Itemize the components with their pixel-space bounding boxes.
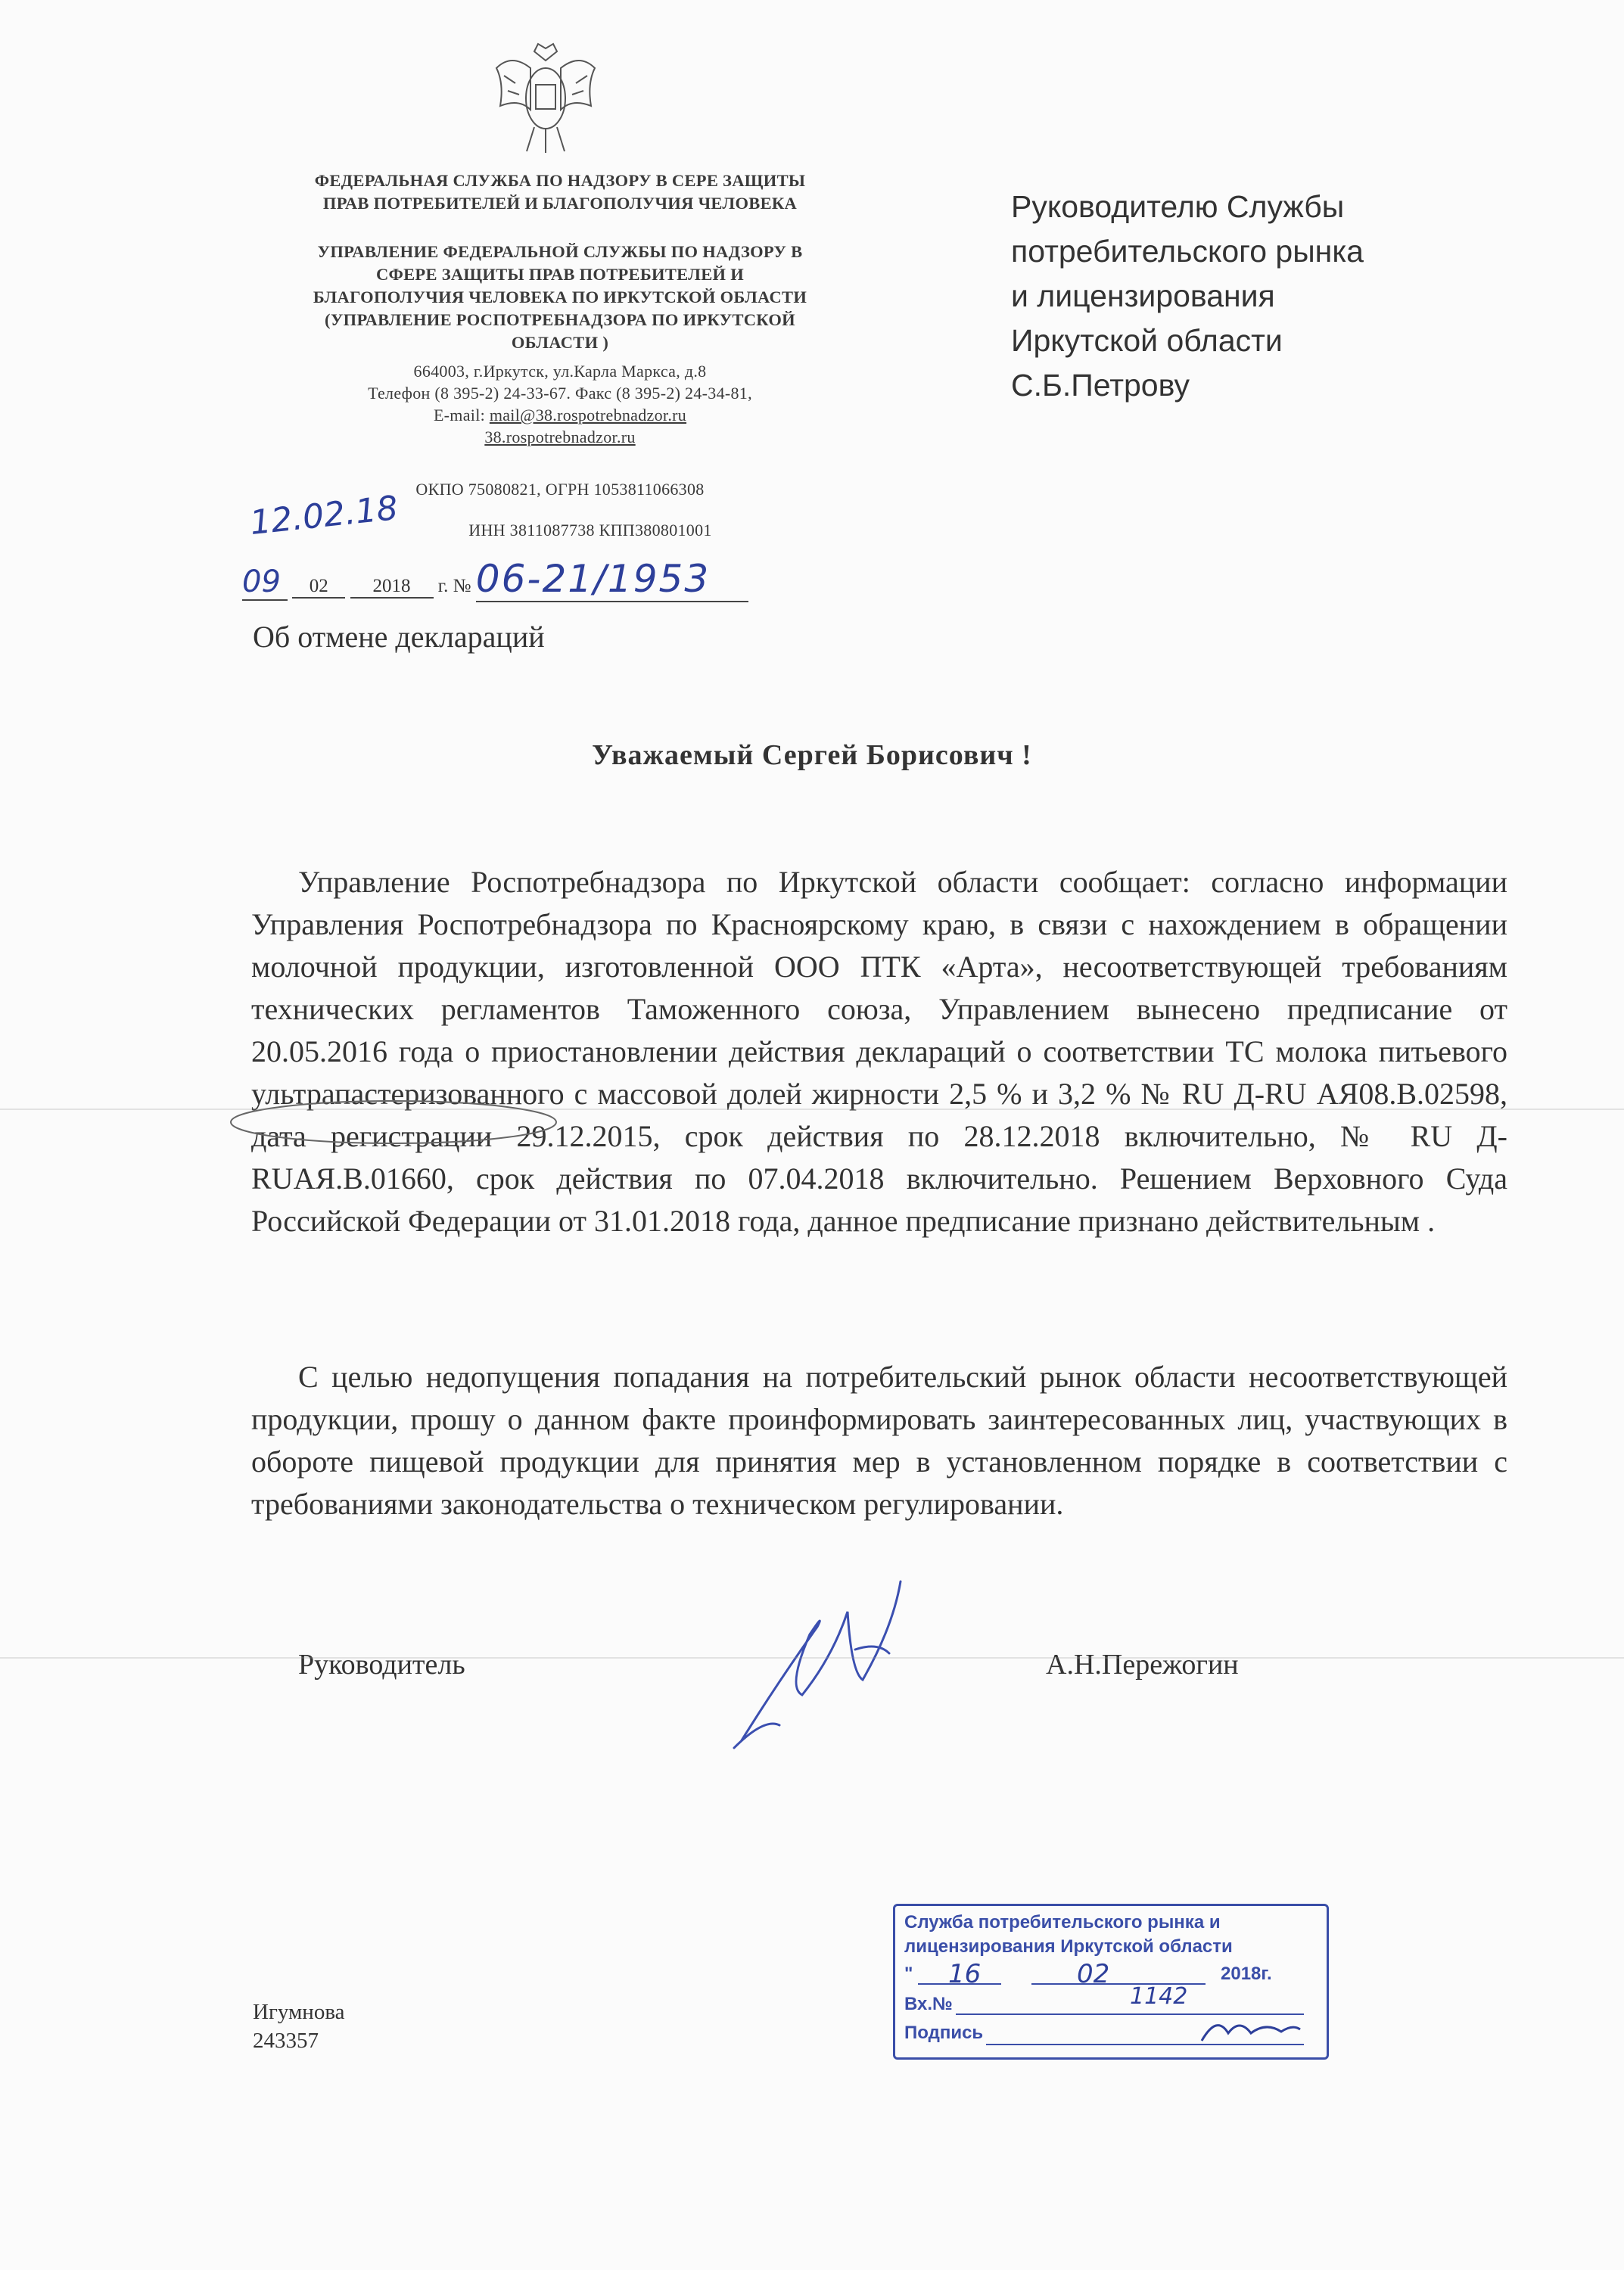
stamp-number-label: Вх.№ [904,1994,953,2014]
executor-name: Игумнова [253,2000,345,2024]
stamp-date-month: 02 [1077,1959,1110,1989]
header-line: СФЕРЕ ЗАЩИТЫ ПРАВ ПОТРЕБИТЕЛЕЙ И [375,265,745,284]
header-phone: Телефон (8 395-2) 24-33-67. Факс (8 395-2) 24-34-81, [368,384,752,403]
header-inn-row [409,519,772,541]
header-address: 664003, г.Иркутск, ул.Карла Маркса, д.8 [413,362,707,381]
addressee-line: Руководителю Службы [1011,189,1345,224]
document-number [476,557,748,602]
body-paragraph: С целью недопущения попадания на потребительский рынок области несоответствующей продукции, прошу о данном факте проинформировать заинтересованных лиц, участвующих в обороте пищевой продукции для принятия мер в установленном порядке в соответствии с требованиями законодательства о техническом регулировании. [251,1360,1507,1521]
stamp-date-year: 2018г. [1221,1964,1272,1984]
signature-name: А.Н.Пережогин [1046,1649,1239,1681]
addressee-line: Иркутской области [1011,323,1283,358]
header-email-link[interactable]: mail@38.rospotrebnadzor.ru [489,406,687,424]
header-agency [242,169,878,215]
header-okpo: ОКПО 75080821, ОГРН 1053811066308 [415,480,705,499]
coat-of-arms-emblem [489,38,602,159]
stamp-rule [918,1983,1001,1985]
header-line: (УПРАВЛЕНИЕ РОСПОТРЕБНАДЗОРА ПО ИРКУТСКОЙ [325,310,795,329]
addressee-line: С.Б.Петрову [1011,368,1190,403]
header-email-row [242,404,878,426]
paper-fold [0,1109,1624,1110]
letter-subject: Об отмене деклараций [253,620,545,654]
stamp-number: 1142 [1130,1983,1188,2010]
date-month: 02 [292,576,345,599]
number-label: г. № [437,576,471,596]
handwritten-signature [719,1566,946,1767]
addressee-block [1011,185,1364,408]
header-email-label: E-mail: [433,406,490,424]
stamp-line: Служба потребительского рынка и [904,1912,1221,1933]
signature-position: Руководитель [298,1649,465,1681]
handwritten-date: 12.02.18 [247,488,400,543]
body-paragraph: Управление Роспотребнадзора по Иркутской области сообщает: согласно информации Управления Роспотребнадзора по Красноярскому краю, в связи с нахождением в обращении молочной продукции, изготовленной ООО ПТК «Арта», несоответствующей требованиям технических регламентов Таможенного союза, Управлением вынесено предписание от 20.05.2016 года о приостановлении действия деклараций о соответствии ТС молока питьевого ультрапастеризованного с массовой долей жирности 2,5 % и 3,2 % № RU Д-RU АЯ08.В.02598, дата регистрации 29.12.2015, срок действия по 28.12.2018 включительно, № RU Д- RUАЯ.В.01660, срок действия по 07.04.2018 включительно. Решением Верховного Суда Российской Федерации от 31.01.2018 года, данное предписание признано действительным . [251,865,1507,1238]
addressee-line: потребительского рынка [1011,234,1364,269]
header-line: БЛАГОПОЛУЧИЯ ЧЕЛОВЕКА ПО ИРКУТСКОЙ ОБЛАСТИ [313,288,807,306]
header-contacts [242,360,878,448]
stamp-date-quote: " [904,1964,913,1984]
receipt-stamp [893,1904,1329,2060]
document-number-handwritten: 06-21/1953 [475,557,711,601]
header-inn: ИНН 3811087738 КПП380801001 [468,521,712,540]
date-day-handwritten: 09 [242,564,281,599]
letter-body-2 [251,1356,1507,1525]
date-year: 2018 [350,576,434,599]
header-line: ОБЛАСТИ ) [511,333,609,352]
executor-phone: 243357 [253,2029,319,2053]
header-site-link[interactable]: 38.rospotrebnadzor.ru [484,428,636,446]
header-line: ПРАВ ПОТРЕБИТЕЛЕЙ И БЛАГОПОЛУЧИЯ ЧЕЛОВЕКА [322,194,798,213]
hand-ellipse-mark [227,1096,560,1152]
executor-block [253,1998,345,2055]
paper-fold [0,1657,1624,1659]
date-number-line [242,557,748,602]
header-department [242,241,878,354]
stamp-line: лицензирования Иркутской области [904,1936,1233,1957]
stamp-signature [1198,2010,1304,2054]
date-day [242,564,288,601]
letter-body [251,861,1507,1242]
stamp-sign-label: Подпись [904,2023,984,2043]
header-line: ФЕДЕРАЛЬНАЯ СЛУЖБА ПО НАДЗОРУ В СЕРЕ ЗАЩИТЫ [314,171,806,190]
header-line: УПРАВЛЕНИЕ ФЕДЕРАЛЬНОЙ СЛУЖБЫ ПО НАДЗОРУ В [317,242,803,261]
stamp-date-day: 16 [948,1959,982,1989]
addressee-line: и лицензирования [1011,278,1275,313]
letter-greeting: Уважаемый Сергей Борисович ! [592,739,1032,771]
